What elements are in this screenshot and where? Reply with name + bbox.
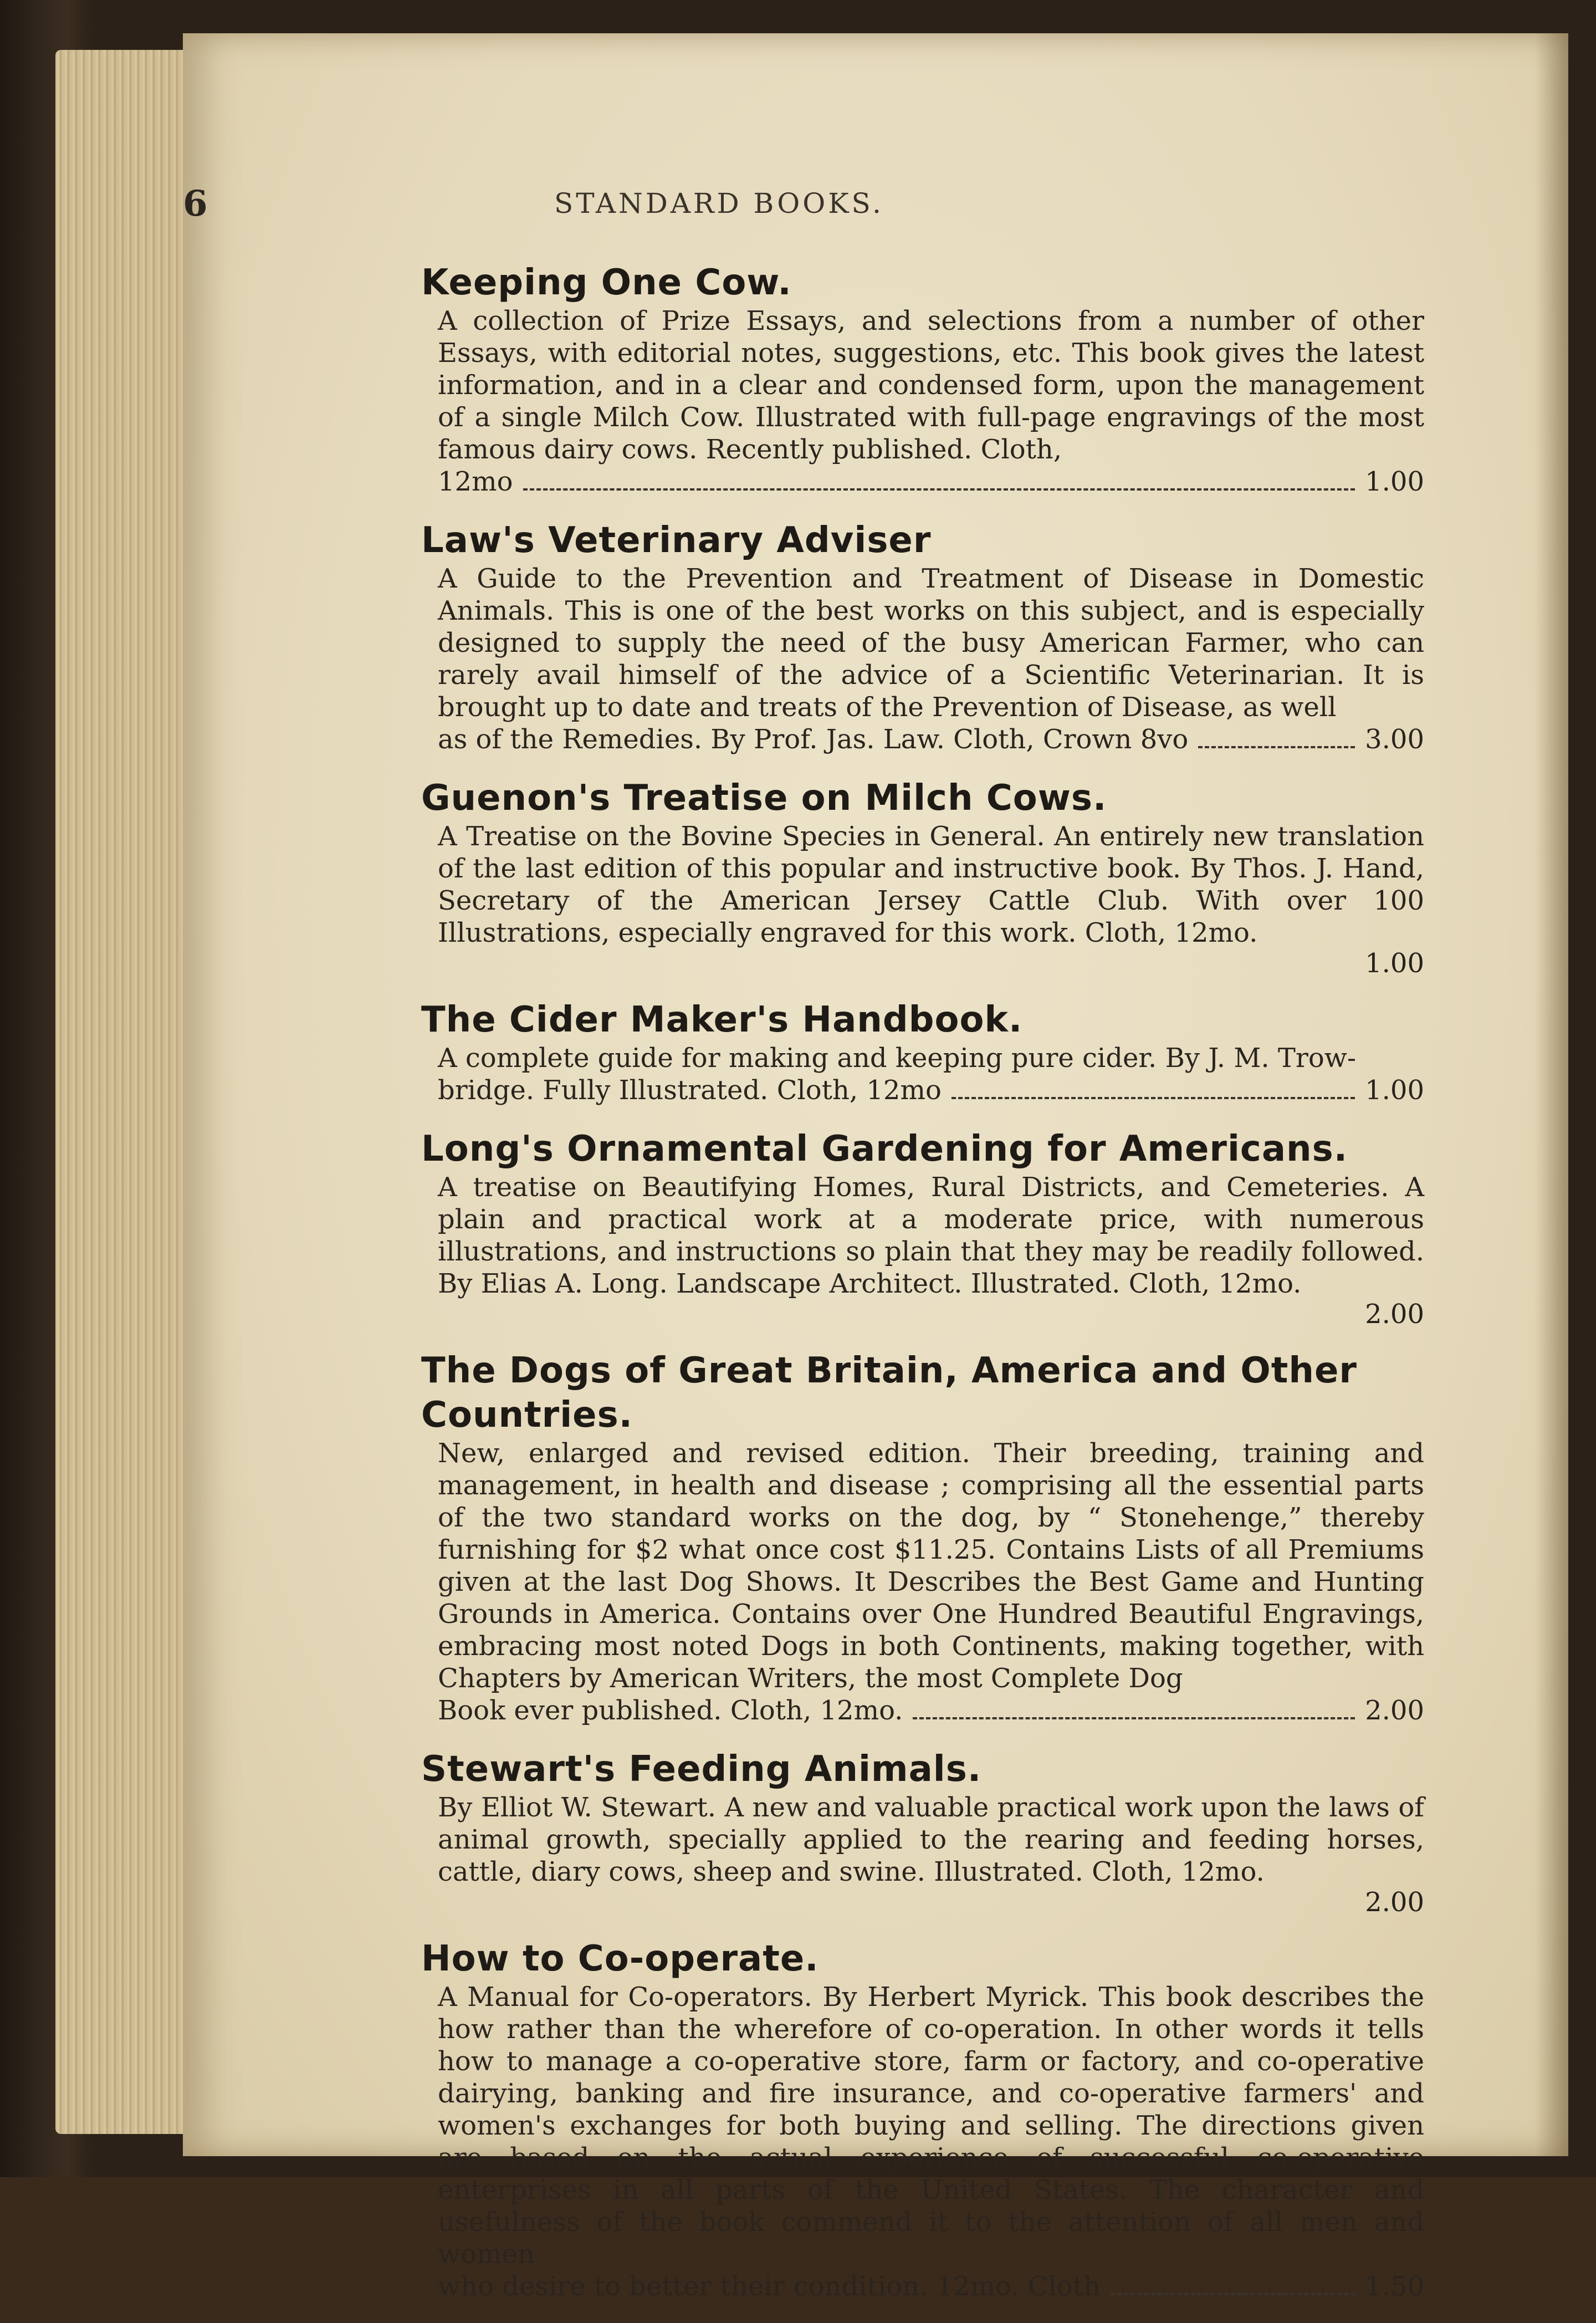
price-line <box>438 2270 1424 2303</box>
entry-price: 2.00 <box>1365 1887 1424 1918</box>
entry-format: who desire to better their condition. 12mo. Cloth <box>438 2271 1101 2302</box>
leader-dots <box>1111 2293 1355 2295</box>
entry-price: 1.00 <box>1365 948 1424 979</box>
entry-description: A collection of Prize Essays, and selections from a number of other Essays, with editorial notes, suggestions, etc. This book gives the latest information, and in a clear and condensed form, upon the management of a single Milch Cow. Illustrated with full-page engravings of the most famous dairy cows. Recently published. Cloth, <box>438 305 1424 465</box>
entry-description: A treatise on Beautifying Homes, Rural Districts, and Cemeteries. A plain and practical work at a moderate price, with numerous illustrations, and instructions so plain that they may be readily followed. By Elias A. Long. Landscape Architect. Illustrated. Cloth, 12mo. <box>438 1172 1424 1299</box>
entry-price: 2.00 <box>1365 1695 1424 1726</box>
entry-price: 1.50 <box>1365 2271 1424 2302</box>
book-entry <box>421 1127 1424 1330</box>
entry-title: The Cider Maker's Handbook. <box>421 999 1023 1040</box>
entry-price: 1.00 <box>1365 1075 1424 1106</box>
entry-title: Long's Ornamental Gardening for Americans. <box>421 1129 1348 1170</box>
entry-title: The Dogs of Great Britain, America and Other Countries. <box>421 1350 1357 1436</box>
book-entry <box>421 518 1424 756</box>
entry-format: 12mo <box>438 466 513 497</box>
book-listing <box>421 261 1424 2323</box>
leader-dots <box>523 488 1355 491</box>
entry-price: 1.00 <box>1365 466 1424 497</box>
entry-title: Keeping One Cow. <box>421 262 792 303</box>
entry-description: A complete guide for making and keeping pure cider. By J. M. Trow- <box>438 1043 1357 1074</box>
running-head: STANDARD BOOKS. <box>554 187 884 219</box>
page-gutter-shadow <box>1535 33 1568 2156</box>
entry-description: A Manual for Co-operators. By Herbert Myrick. This book describes the how rather than the wherefore of co-operation. In other words it tells how to manage a co-operative store, farm or factory, and co-operative dairying, banking and fire insurance, and co-operative farmers' and women's exchanges for both buying and selling. The directions given are based on the actual experience of successful co-operative enterprises in all parts of the United States. The character and usefulness of the book commend it to the attention of all men and women <box>438 1982 1424 2270</box>
book-entry <box>421 261 1424 498</box>
entry-description: A Treatise on the Bovine Species in General. An entirely new translation of the last edition of this popular and instructive book. By Thos. J. Hand, Secretary of the American Jersey Cattle Club. With over 100 Illustrations, especially engraved for this work. Cloth, 12mo. <box>438 821 1424 948</box>
entry-price: 3.00 <box>1365 724 1424 755</box>
book-entry <box>421 1747 1424 1918</box>
leader-dots <box>1198 746 1355 748</box>
entry-format: as of the Remedies. By Prof. Jas. Law. Cloth, Crown 8vo <box>438 724 1189 755</box>
entry-format: bridge. Fully Illustrated. Cloth, 12mo <box>438 1075 942 1106</box>
book-entry <box>421 1937 1424 2303</box>
entry-title: Stewart's Feeding Animals. <box>421 1749 982 1790</box>
price-line <box>438 1074 1424 1107</box>
entry-title: Guenon's Treatise on Milch Cows. <box>421 778 1107 819</box>
price-line <box>438 466 1424 498</box>
leader-dots <box>913 1717 1355 1719</box>
entry-description: A Guide to the Prevention and Treatment of Disease in Domestic Animals. This is one of the best works on this subject, and is especially designed to supply the need of the busy American Farmer, who can rarely avail himself of the advice of a Scientific Veterinarian. It is brought up to date and treats of the Prevention of Disease, as well <box>438 563 1424 723</box>
book-entry <box>421 1349 1424 1727</box>
price-line <box>438 723 1424 756</box>
entry-title: Law's Veterinary Adviser <box>421 520 932 561</box>
entry-title: How to Co-operate. <box>421 1938 819 1979</box>
entry-description: By Elliot W. Stewart. A new and valuable practical work upon the laws of animal growth, specially applied to the rearing and feeding horses, cattle, diary cows, sheep and swine. Illustrated. Cloth, 12mo. <box>438 1792 1424 1887</box>
entry-description: New, enlarged and revised edition. Their breeding, training and management, in health and disease ; comprising all the essential parts of the two standard works on the dog, by “ Stonehenge,” thereby furnishing for $2 what once cost $11.25. Contains Lists of all Premiums given at the last Dog Shows. It Describes the Best Game and Hunting Grounds in America. Contains over One Hundred Beautiful Engravings, embracing most noted Dogs in both Continents, making together, with Chapters by American Writers, the most Complete Dog <box>438 1438 1424 1694</box>
entry-format: Book ever published. Cloth, 12mo. <box>438 1695 903 1726</box>
leader-dots <box>952 1097 1355 1099</box>
book-entry <box>421 776 1424 979</box>
entry-price: 2.00 <box>1365 1299 1424 1330</box>
book-entry <box>421 998 1424 1107</box>
page-number: 6 <box>183 183 208 224</box>
price-line <box>438 1694 1424 1727</box>
